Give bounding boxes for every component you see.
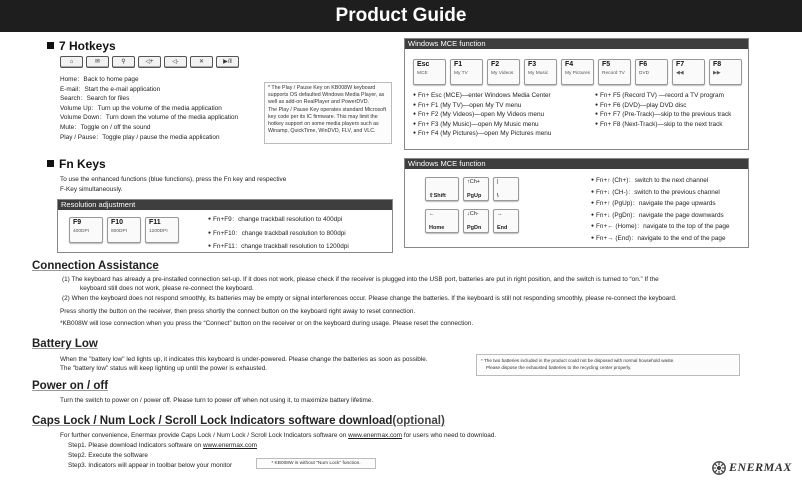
connection-p4: *KB008W will lose connection when you press the “Connect” button on the receiver or on the keyboard during usage. Please reset the connection. [60, 320, 474, 327]
nav-key-sub: ↑Ch+ [467, 179, 480, 185]
hotkey-note-1: * The Play / Pause Key on KB008W keyboard supports OS defaulted Windows Media Player, as well as add-on RealPlayer and PowerDVD. [268, 85, 385, 105]
resolution-key-sub: 800DPI [111, 229, 127, 234]
mce-key [524, 59, 557, 85]
connection-heading: Connection Assistance [32, 260, 159, 272]
mce-key [598, 59, 631, 85]
caps-note-box [256, 458, 376, 469]
hotkey-descriptions [60, 75, 238, 142]
connection-p1a: (1) The keyboard has already a pre-installed connection set-up. If it does not work, please check if the receiver is plugged into the USB port, batteries are put in right position, and the switch is turned to “on.” If the [62, 276, 659, 283]
nav-key-main: PgUp [467, 193, 482, 199]
mce-key [413, 59, 446, 85]
mute-icon: ✕ [198, 59, 205, 65]
nav-key-sub: ← [429, 211, 435, 217]
mce-key-label: F2 [491, 61, 500, 68]
enermax-logo [712, 460, 792, 475]
mce-key-sub: DVD [639, 71, 650, 76]
nav-key-main: Home [429, 225, 445, 231]
page-title: Product Guide [0, 0, 802, 32]
mce-key-label: F4 [565, 61, 574, 68]
volume-down-icon: ◁- [172, 59, 179, 65]
nav-key [493, 209, 519, 233]
mail-icon: ✉ [94, 59, 101, 65]
mce-key [709, 59, 742, 85]
nav-function-item: ● Fn+→ (End)：navigate to the end of the page [591, 233, 729, 245]
mce-function-item: ● Fn+ F7 (Pre-Track)—skip to the previous track [595, 110, 731, 120]
caps-optional: (optional) [392, 415, 445, 427]
caps-step-2: Step2. Execute the software [68, 452, 148, 459]
hotkeys-heading-text: 7 Hotkeys [59, 39, 116, 53]
mce-key-label: F1 [454, 61, 463, 68]
mce-key-row [413, 59, 742, 85]
hotkey-note-2: The Play / Pause Key operates standard Microsoft key code per its IC firmware. This may limit the hotkey support on some media players such as Winamp, QuickTime, WinDVD, FLV, and VLC. [268, 107, 387, 134]
mce-panel-2 [404, 158, 749, 248]
enermax-link-1[interactable]: www.enermax.com [348, 432, 403, 439]
mce-key-label: F3 [528, 61, 537, 68]
bullet-square [47, 160, 54, 167]
caps-step-3: Step3. Indicators will appear in toolbar below your monitor [68, 462, 233, 469]
nav-function-item: ● Fn+↑ (PgUp)：navigate the page upwards [591, 198, 729, 210]
mce-panel-1 [404, 38, 749, 150]
hotkey-description: Home：Back to home page [60, 76, 139, 83]
nav-key [493, 177, 519, 201]
nav-key [425, 209, 459, 233]
caps-line-1 [60, 431, 496, 441]
mce-panel-1-heading: Windows MCE function [405, 39, 748, 49]
hotkey-key [86, 56, 109, 68]
hotkeys-heading [47, 39, 116, 53]
nav-key [463, 209, 489, 233]
fn-keys-line-2: F-Key simultaneously. [60, 186, 123, 193]
mce-key-sub: My Videos [491, 71, 514, 76]
hotkey-description: Volume Up：Turn up the volume of the media application [60, 104, 222, 112]
hotkey-description: Search：Search for files [60, 95, 130, 103]
hotkey-key [164, 56, 187, 68]
resolution-key [69, 217, 103, 243]
nav-key [463, 177, 489, 201]
caps-note: * KB008W is without "Num Lock" function. [271, 461, 361, 466]
nav-key-cluster [425, 177, 525, 241]
mce-key-label: F5 [602, 61, 611, 68]
play-pause-icon: ▶/‖ [223, 59, 232, 65]
power-line-1: Turn the switch to power on / power off. Please turn to power off when not using it, to maximize battery lifetime. [60, 397, 374, 404]
hotkey-key [190, 56, 213, 68]
mce-key [672, 59, 705, 85]
mce-panel-2-heading: Windows MCE function [405, 159, 748, 169]
nav-key-main: PgDn [467, 225, 482, 231]
enermax-link-2[interactable]: www.enermax.com [203, 442, 257, 449]
mce-key [487, 59, 520, 85]
mce-key-label: F7 [676, 61, 685, 68]
caps-line-1b: for users who need to download. [402, 432, 497, 439]
nav-function-item: ● Fn+↓ (CH-)：switch to the previous channel [591, 187, 729, 199]
mce-key-sub: My Music [528, 71, 549, 76]
nav-key-list [591, 175, 729, 244]
enermax-logo-text: ENERMAX [729, 460, 792, 474]
caps-line-1a: For further convenience, Enermax provide Caps Lock / Num Lock / Scroll Lock Indicators software on [60, 432, 349, 439]
battery-line-2: The "battery low" status will keep lighting up until the power is exhausted. [60, 365, 268, 372]
nav-key-main: End [497, 225, 508, 231]
hotkey-key [60, 56, 83, 68]
mce-key-label: F6 [639, 61, 648, 68]
resolution-item: ● Fn+F11：change trackball resolution to 1200dpi [208, 240, 349, 254]
resolution-key-label: F10 [111, 219, 124, 226]
mce-key-sub: ▶▶ [713, 71, 721, 76]
caps-heading-text: Caps Lock / Num Lock / Scroll Lock Indicators software download [32, 415, 393, 427]
mce-function-item: ● Fn+ F4 (My Pictures)—open My Pictures menu [413, 129, 551, 139]
nav-key-main: \ [497, 193, 499, 199]
nav-function-item: ● Fn+← (Home)：navigate to the top of the page [591, 221, 729, 233]
battery-note-box [476, 354, 740, 376]
battery-note-1: * The two batteries included in the product could not be disposed with normal household waste. [481, 358, 675, 363]
mce-key-sub: MCE [417, 71, 428, 76]
mce-function-item: ● Fn+ F5 (Record TV) —record a TV program [595, 91, 731, 101]
battery-note-2: Please dispose the exhausted batteries to the recycling center properly. [486, 365, 632, 370]
hotkey-description: Mute：Toggle on / off the sound [60, 123, 151, 131]
battery-heading: Battery Low [32, 338, 98, 350]
mce-function-item: ● Fn+ F6 (DVD)—play DVD disc [595, 101, 731, 111]
resolution-key [145, 217, 179, 243]
nav-key-sub: ↓Ch- [467, 211, 479, 217]
mce-function-item: ● Fn+ F2 (My Videos)—open My Videos menu [413, 110, 551, 120]
fn-keys-line-1: To use the enhanced functions (blue functions), press the Fn key and respective [60, 176, 287, 183]
resolution-key-label: F11 [149, 219, 161, 226]
resolution-key-sub: 400DPI [73, 229, 89, 234]
mce-key [561, 59, 594, 85]
hotkey-row [60, 56, 239, 68]
connection-p3: Press shortly the button on the receiver, then press shortly the connect button on the keyboard right away to reset connection. [60, 308, 416, 315]
connection-p1b: keyboard still does not work, please re-connect the keyboard. [80, 285, 254, 292]
caps-step-1 [68, 441, 257, 451]
resolution-heading: Resolution adjustment [58, 200, 392, 210]
enermax-logo-icon [712, 461, 726, 475]
home-icon: ⌂ [69, 59, 74, 65]
mce-key-sub: ◀◀ [676, 71, 684, 76]
caps-heading [32, 415, 445, 427]
hotkey-key [138, 56, 161, 68]
resolution-key-label: F9 [73, 219, 82, 226]
power-heading: Power on / off [32, 380, 109, 392]
connection-p2: (2) When the keyboard does not respond smoothly, its batteries may be empty or signal interferences occur. Please change the batteries. If the keyboard is still not responding smoothly, please re-connect the keyboard. [62, 295, 677, 302]
fn-keys-heading [47, 157, 106, 171]
caps-step-1-text: Step1. Please download Indicators software on [68, 442, 203, 449]
mce-key [635, 59, 668, 85]
resolution-item: ● Fn+F10：change trackball resolution to 800dpi [208, 227, 349, 241]
mce-function-item: ● Fn+ Esc (MCE)—enter Windows Media Center [413, 91, 551, 101]
mce-left-list [413, 91, 551, 139]
mce-right-list [595, 91, 731, 129]
mce-key-sub: My TV [454, 71, 468, 76]
bullet-square [47, 42, 54, 49]
resolution-item: ● Fn+F9：change trackball resolution to 400dpi [208, 213, 349, 227]
battery-line-1: When the "battery low" led lights up, it indicates this keyboard is under-powered. Please change the batteries as soon as possible. [60, 356, 428, 363]
nav-key-main: ⇧Shift [429, 193, 446, 199]
nav-function-item: ● Fn+↓ (PgDn)：navigate the page downwards [591, 210, 729, 222]
hotkey-key [112, 56, 135, 68]
mce-key-sub: Record TV [602, 71, 625, 76]
volume-up-icon: ◁+ [145, 59, 154, 65]
hotkey-key [216, 56, 239, 68]
search-icon: ⚲ [121, 59, 126, 65]
resolution-key [107, 217, 141, 243]
fn-keys-heading-text: Fn Keys [59, 157, 106, 171]
nav-key-sub: | [497, 179, 499, 185]
hotkey-description: E-mail：Start the e-mail application [60, 85, 161, 93]
nav-key-sub: → [497, 211, 503, 217]
hotkey-description: Volume Down：Turn down the volume of the media application [60, 114, 239, 122]
nav-function-item: ● Fn+↑ (Ch+)：switch to the next channel [591, 175, 729, 187]
mce-key-label: Esc [417, 61, 430, 68]
mce-function-item: ● Fn+ F8 (Next-Track)—skip to the next track [595, 120, 731, 130]
nav-key [425, 177, 459, 201]
resolution-list [208, 213, 349, 254]
mce-key-sub: My Pictures [565, 71, 591, 76]
resolution-panel [57, 199, 393, 253]
mce-key-label: F8 [713, 61, 722, 68]
mce-key [450, 59, 483, 85]
mce-function-item: ● Fn+ F3 (My Music)—open My Music menu [413, 120, 551, 130]
hotkey-note-box [264, 82, 392, 144]
resolution-key-sub: 1200DPI [149, 229, 168, 234]
hotkey-description: Play / Pause：Toggle play / pause the media application [60, 133, 220, 141]
resolution-key-row [69, 217, 179, 243]
mce-function-item: ● Fn+ F1 (My TV)—open My TV menu [413, 101, 551, 111]
